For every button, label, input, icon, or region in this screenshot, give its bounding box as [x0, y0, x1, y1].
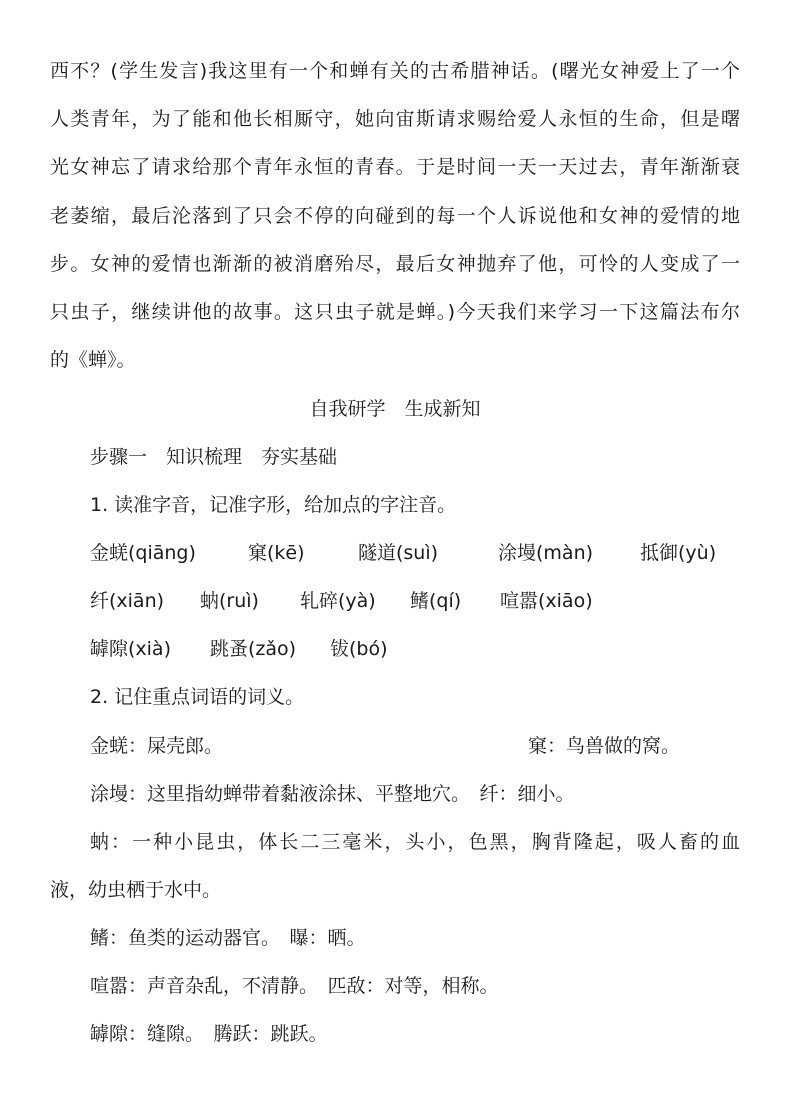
definition-row-2: 涂墁：这里指幼蝉带着黏液涂抹、平整地穴。 纤：细小。	[90, 783, 575, 805]
pinyin-entry: 跳蚤(zǎo)	[210, 638, 297, 660]
pinyin-entry: 蚋(ruì)	[200, 590, 259, 612]
definition-row-3-cont: 液，幼虫栖于水中。	[50, 879, 222, 901]
intro-line-7: 的《蝉》。	[50, 349, 136, 371]
pinyin-entry: 隧道(suì)	[358, 542, 439, 564]
intro-line-5: 步。女神的爱情也渐渐的被消磨殆尽，最后女神抛弃了他，可怜的人变成了一	[50, 253, 740, 275]
definition-row-3: 蚋：一种小昆虫，体长二三毫米，头小，色黑，胸背隆起，吸人畜的血	[90, 831, 740, 853]
definition: 窠：鸟兽做的窝。	[528, 735, 681, 757]
pinyin-entry: 喧嚣(xiāo)	[500, 590, 593, 612]
pinyin-entry: 罅隙(xià)	[90, 638, 171, 660]
pinyin-entry: 轧碎(yà)	[300, 590, 376, 612]
pinyin-entry: 金蜣(qiāng)	[90, 542, 196, 564]
intro-line-1: 西不？(学生发言)我这里有一个和蝉有关的古希腊神话。(曙光女神爱上了一个	[50, 60, 740, 82]
pinyin-entry: 钹(bó)	[330, 638, 388, 660]
intro-line-2: 人类青年，为了能和他长相厮守，她向宙斯请求赐给爱人永恒的生命，但是曙	[50, 108, 740, 130]
intro-line-4: 老萎缩，最后沦落到了只会不停的向碰到的每一个人诉说他和女神的爱情的地	[50, 205, 740, 227]
step-heading: 步骤一 知识梳理 夯实基础	[90, 446, 338, 468]
pinyin-entry: 纤(xiān)	[90, 590, 165, 612]
item2-title: 2. 记住重点词语的词义。	[90, 686, 305, 708]
pinyin-entry: 涂墁(màn)	[498, 542, 594, 564]
definition: 金蜣：屎壳郎。	[90, 735, 224, 757]
intro-line-6: 只虫子，继续讲他的故事。这只虫子就是蝉。)今天我们来学习一下这篇法布尔	[50, 301, 740, 323]
item1-title: 1. 读准字音，记准字形，给加点的字注音。	[90, 494, 457, 516]
definition-row-6: 罅隙：缝隙。 腾跃：跳跃。	[90, 1023, 328, 1045]
definition-row-4: 鳍：鱼类的运动器官。 曝：晒。	[90, 927, 366, 949]
intro-line-3: 光女神忘了请求给那个青年永恒的青春。于是时间一天一天过去，青年渐渐衰	[50, 156, 740, 178]
pinyin-entry: 窠(kē)	[248, 542, 305, 564]
pinyin-entry: 鳍(qí)	[410, 590, 462, 612]
definition-row-5: 喧嚣：声音杂乱，不清静。 匹敌：对等，相称。	[90, 975, 499, 997]
pinyin-entry: 抵御(yù)	[640, 542, 717, 564]
section-title: 自我研学 生成新知	[309, 398, 481, 420]
